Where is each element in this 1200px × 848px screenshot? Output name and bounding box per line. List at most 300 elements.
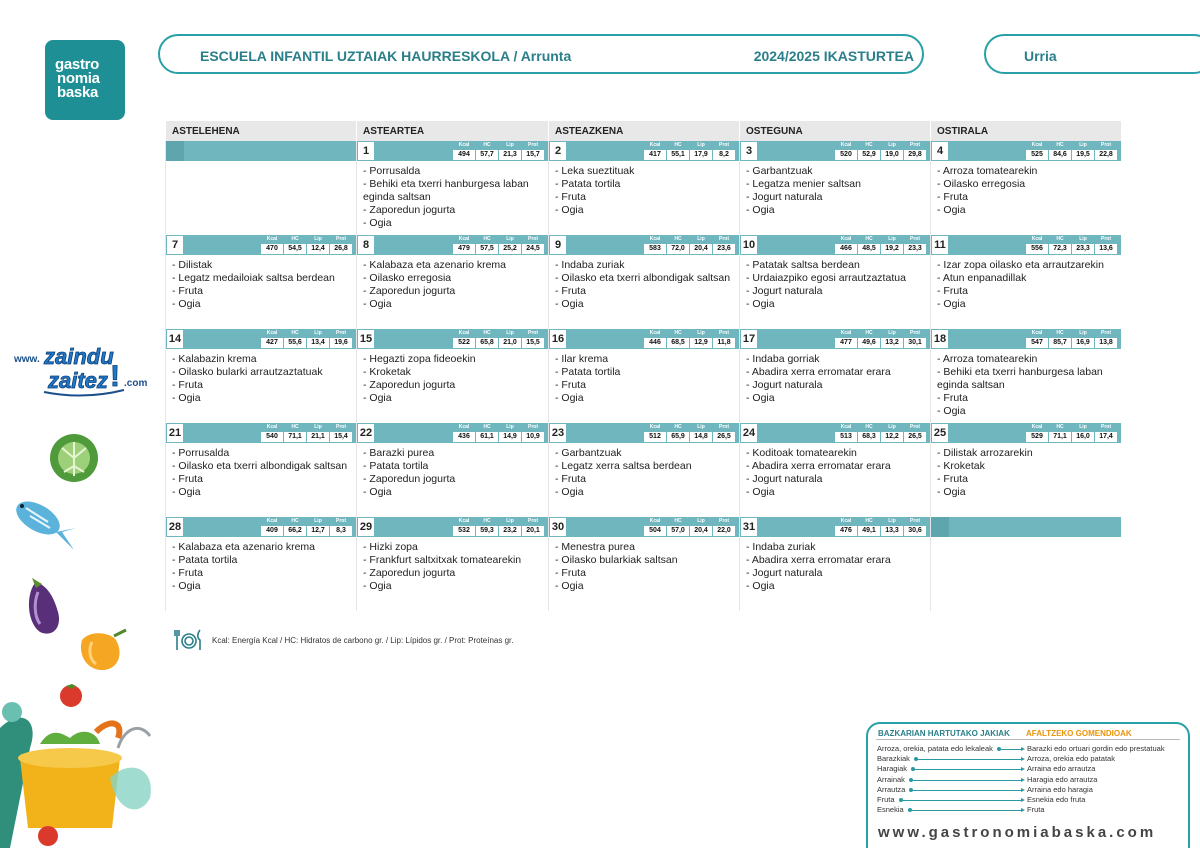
nutrient-label: Prot [910,236,920,242]
menu-item: - Fruta [172,285,203,297]
weekday-wednesday: ASTEAZKENA [548,121,739,141]
day-number: 3 [740,141,758,161]
day-cell-wednesday [548,423,739,517]
nutrient-lip [307,424,329,442]
menu-item: - Ogia [937,486,966,498]
gastronomia-baska-logo [45,40,125,120]
nutrient-prot [1095,330,1117,348]
nutrient-value: 529 [1026,432,1048,442]
nutrient-lip [499,142,521,160]
menu-item: - Porrusalda [172,447,230,459]
day-number: 9 [549,235,567,255]
nutrient-label: Kcal [1031,330,1043,336]
nutrient-label: Kcal [840,236,852,242]
nutrient-prot [522,236,544,254]
nutrient-value: 49,1 [858,526,880,536]
weekday-monday: ASTELEHENA [165,121,356,141]
nutrition-values [835,330,926,348]
nutrient-kcal [835,142,857,160]
nutrient-prot [522,424,544,442]
nutrient-value: 84,6 [1049,150,1071,160]
menu-item: - Menestra purea [555,541,635,553]
nutrient-value: 29,8 [904,150,926,160]
info-row [877,754,1177,764]
nutrient-value: 466 [835,244,857,254]
menu-item: - Patata tortila [555,366,621,378]
nutrient-label: HC [291,330,299,336]
menu-item: - Oilasko eta txerri albondigak saltsan [555,272,731,284]
menu-item: - Fruta [172,473,203,485]
nutrient-label: Prot [719,142,729,148]
website-url[interactable]: www.gastronomiabaska.com [878,824,1157,841]
nutrient-label: Kcal [266,236,278,242]
nutrition-values [1026,236,1117,254]
nutrient-value: 57,0 [667,526,689,536]
nutrient-value: 59,3 [476,526,498,536]
nutrient-value: 23,2 [499,526,521,536]
info-row [877,764,1177,774]
day-number: 8 [357,235,375,255]
nutrient-label: HC [1056,142,1064,148]
nutrient-value: 26,5 [904,432,926,442]
menu-item: - Kalabaza eta azenario krema [363,259,506,271]
nutrient-kcal [644,142,666,160]
nutrient-value: 57,7 [476,150,498,160]
nutrient-label: Lip [1079,236,1087,242]
zaindu-bang: ! [110,360,120,393]
day-cell-wednesday [548,517,739,611]
nutrient-label: Lip [888,518,896,524]
nutrient-value: 446 [644,338,666,348]
nutrient-prot [713,424,735,442]
nutrient-value: 15,5 [522,338,544,348]
nutrient-label: Lip [888,236,896,242]
nutrient-prot [904,330,926,348]
nutrient-label: Lip [506,236,514,242]
menu-item: - Ogia [363,580,392,592]
day-menu [166,255,356,311]
nutrition-values [453,330,544,348]
menu-item: - Patatak saltsa berdean [746,259,860,271]
nutrient-label: HC [865,142,873,148]
day-nutrition-bar [931,329,1121,349]
menu-item: - Oilasko bularki arrautzaztatuak [172,366,323,378]
nutrient-lip [499,424,521,442]
day-cell-friday [930,329,1121,423]
day-nutrition-bar [357,423,548,443]
day-nutrition-bar [931,423,1121,443]
menu-item: - Ogia [746,204,775,216]
nutrient-lip [690,424,712,442]
day-cell-thursday [739,329,930,423]
nutrient-prot [522,330,544,348]
day-nutrition-bar [166,141,356,161]
menu-item: - Ogia [555,580,584,592]
menu-item: - Ogia [555,298,584,310]
day-nutrition-bar [166,423,356,443]
nutrient-value: 13,4 [307,338,329,348]
menu-item: - Abadira xerra erromatar erara [746,554,891,566]
week-row [165,423,1121,517]
nutrient-label: Lip [314,424,322,430]
connector-arrow [999,749,1021,750]
day-number [931,517,949,537]
day-number: 24 [740,423,758,443]
nutrient-label: Prot [910,518,920,524]
menu-item: - Leka sueztituak [555,165,635,177]
weekday-thursday: OSTEGUNA [739,121,930,141]
logo-line-2: nomia [57,70,100,87]
nutrient-kcal [1026,330,1048,348]
nutrient-label: Prot [719,518,729,524]
day-menu [740,349,930,405]
nutrient-label: Lip [1079,424,1087,430]
info-row [877,744,1177,754]
menu-item: - Zaporedun jogurta [363,379,456,391]
nutrient-value: 61,1 [476,432,498,442]
logo-line-3: baska [57,84,99,101]
nutrient-prot [713,330,735,348]
menu-item: - Ogia [555,392,584,404]
menu-item: - Fruta [937,392,968,404]
nutrient-prot [904,424,926,442]
nutrient-label: Kcal [840,518,852,524]
nutrient-value: 72,0 [667,244,689,254]
menu-item: - Ogia [746,298,775,310]
menu-item: - Behiki eta txerri hanburgesa laban eginda saltsan [937,366,1103,391]
menu-item: - Garbantzuak [746,165,813,177]
logo-line-1: gastro [55,56,100,73]
nutrient-value: 13,2 [881,338,903,348]
nutrient-value: 71,1 [1049,432,1071,442]
nutrient-hc [667,330,689,348]
nutrient-label: Prot [1101,236,1111,242]
week-row [165,235,1121,329]
menu-item: - Oilasko eta txerri albondigak saltsan [172,460,348,472]
nutrient-label: Kcal [458,236,470,242]
nutrient-label: Lip [506,142,514,148]
nutrient-lip [1072,142,1094,160]
nutrient-value: 15,4 [330,432,352,442]
nutrient-value: 23,6 [713,244,735,254]
menu-item: - Hizki zopa [363,541,418,553]
day-cell-wednesday [548,141,739,235]
day-number: 22 [357,423,375,443]
day-number [166,141,184,161]
nutrient-label: HC [1056,236,1064,242]
nutrient-kcal [453,518,475,536]
nutrient-value: 26,8 [330,244,352,254]
nutrition-legend [174,628,514,652]
nutrient-hc [667,518,689,536]
weekday-header [165,121,1121,141]
nutrient-lip [307,518,329,536]
menu-item: - Ogia [555,204,584,216]
nutrient-kcal [644,236,666,254]
day-cell-tuesday [356,423,548,517]
nutrient-label: Prot [719,236,729,242]
menu-item: - Izar zopa oilasko eta arrautzarekin [937,259,1104,271]
nutrient-value: 30,6 [904,526,926,536]
menu-item: - Ogia [172,298,201,310]
lunch-foods-title: BAZKARIAN HARTUTAKO JAKIAK [878,729,1010,738]
day-nutrition-bar [740,141,930,161]
nutrient-value: 12,9 [690,338,712,348]
day-nutrition-bar [549,517,739,537]
nutrient-lip [881,424,903,442]
day-cell-friday [930,517,1121,611]
nutrition-values [453,236,544,254]
day-number: 1 [357,141,375,161]
nutrient-kcal [453,236,475,254]
nutrient-value: 525 [1026,150,1048,160]
nutrient-lip [690,518,712,536]
nutrient-value: 8,2 [713,150,735,160]
nutrition-values [835,424,926,442]
day-number: 30 [549,517,567,537]
day-cell-monday [165,329,356,423]
nutrient-value: 52,9 [858,150,880,160]
nutrient-value: 65,8 [476,338,498,348]
nutrient-lip [881,518,903,536]
nutrient-label: Kcal [649,142,661,148]
menu-item: - Fruta [937,285,968,297]
lunch-food: Arrainak [877,774,905,784]
day-menu [357,443,548,499]
nutrient-value: 25,2 [499,244,521,254]
menu-item: - Abadira xerra erromatar erara [746,460,891,472]
nutrient-value: 583 [644,244,666,254]
weekday-friday: OSTIRALA [930,121,1121,141]
dinner-suggestion: Fruta [1027,805,1045,815]
nutrient-value: 520 [835,150,857,160]
nutrient-value: 54,5 [284,244,306,254]
month-banner [984,34,1200,74]
nutrient-value: 68,3 [858,432,880,442]
nutrition-values [644,518,735,536]
nutrient-kcal [1026,424,1048,442]
nutrient-value: 71,1 [284,432,306,442]
day-number: 29 [357,517,375,537]
menu-item: - Indaba zuriak [555,259,625,271]
nutrient-lip [690,142,712,160]
nutrient-label: Prot [910,330,920,336]
day-cell-tuesday [356,329,548,423]
nutrient-lip [881,330,903,348]
day-cell-monday [165,141,356,235]
nutrient-value: 22,0 [713,526,735,536]
day-nutrition-bar [740,235,930,255]
cooking-pot-illustration [0,688,160,848]
nutrition-values [261,330,352,348]
nutrition-values [1026,142,1117,160]
nutrient-hc [858,518,880,536]
nutrient-prot [713,142,735,160]
nutrient-label: Lip [1079,142,1087,148]
nutrient-kcal [261,236,283,254]
day-number: 15 [357,329,375,349]
nutrient-kcal [453,330,475,348]
nutrient-hc [1049,142,1071,160]
day-nutrition-bar [357,517,548,537]
menu-item: - Arroza tomatearekin [937,165,1038,177]
nutrient-value: 11,8 [713,338,735,348]
nutrient-hc [858,330,880,348]
nutrition-values [1026,330,1117,348]
nutrient-hc [667,424,689,442]
day-menu [931,537,1121,541]
info-row [877,805,1177,815]
nutrient-value: 532 [453,526,475,536]
nutrient-hc [476,330,498,348]
nutrient-value: 13,3 [881,526,903,536]
info-row [877,775,1177,785]
nutrient-value: 49,6 [858,338,880,348]
menu-item: - Ogia [172,486,201,498]
connector-arrow [901,800,1021,801]
menu-item: - Jogurt naturala [746,285,823,297]
menu-item: - Garbantzuak [555,447,622,459]
menu-item: - Fruta [555,379,586,391]
day-nutrition-bar [549,141,739,161]
nutrient-lip [881,236,903,254]
nutrient-label: Kcal [840,142,852,148]
nutrient-value: 12,7 [307,526,329,536]
menu-item: - Patata tortila [172,554,238,566]
nutrient-label: Prot [719,330,729,336]
nutrient-value: 55,6 [284,338,306,348]
dinner-suggestion: Esnekia edo fruta [1027,795,1086,804]
menu-item: - Indaba zuriak [746,541,816,553]
nutrient-label: HC [674,330,682,336]
day-nutrition-bar [740,517,930,537]
menu-item: - Oilasko bularkiak saltsan [555,554,678,566]
nutrient-kcal [835,236,857,254]
nutrient-value: 30,1 [904,338,926,348]
nutrient-prot [330,424,352,442]
nutrition-values [261,424,352,442]
menu-item: - Arroza tomatearekin [937,353,1038,365]
day-nutrition-bar [166,517,356,537]
nutrient-lip [690,330,712,348]
nutrient-value: 21,3 [499,150,521,160]
nutrient-hc [284,518,306,536]
nutrient-label: Prot [336,236,346,242]
nutrient-value: 85,7 [1049,338,1071,348]
day-number: 23 [549,423,567,443]
menu-item: - Ogia [746,392,775,404]
nutrient-prot [713,236,735,254]
menu-item: - Zaporedun jogurta [363,285,456,297]
weekday-tuesday: ASTEARTEA [356,121,548,141]
nutrient-label: HC [483,424,491,430]
nutrient-label: Lip [314,330,322,336]
nutrition-values [453,518,544,536]
nutrient-label: Prot [910,142,920,148]
day-nutrition-bar [931,235,1121,255]
menu-item: - Oilasko erregosia [363,272,452,284]
zaindu-suffix: .com [124,378,148,389]
nutrient-label: HC [865,424,873,430]
nutrient-lip [1072,424,1094,442]
nutrient-value: 409 [261,526,283,536]
nutrient-label: Prot [336,330,346,336]
nutrient-label: HC [1056,330,1064,336]
nutrient-lip [499,518,521,536]
day-cell-tuesday [356,517,548,611]
nutrient-prot [904,518,926,536]
menu-item: - Fruta [555,191,586,203]
nutrition-values [644,424,735,442]
menu-item: - Ogia [937,204,966,216]
nutrient-value: 540 [261,432,283,442]
menu-item: - Fruta [937,191,968,203]
day-nutrition-bar [357,141,548,161]
nutrient-value: 556 [1026,244,1048,254]
nutrient-value: 66,2 [284,526,306,536]
nutrient-label: Kcal [266,424,278,430]
nutrient-label: HC [1056,424,1064,430]
day-menu [931,161,1121,217]
nutrition-values [453,424,544,442]
nutrient-value: 16,0 [1072,432,1094,442]
lunch-food: Esnekia [877,805,904,815]
menu-item: - Barazki purea [363,447,435,459]
info-row [877,785,1177,795]
menu-item: - Kalabaza eta azenario krema [172,541,315,553]
nutrient-label: Lip [888,330,896,336]
zaindu-zaitez-logo [14,340,154,400]
menu-item: - Kroketak [937,460,985,472]
nutrient-label: HC [483,142,491,148]
nutrient-value: 19,5 [1072,150,1094,160]
day-nutrition-bar [357,235,548,255]
dinner-recommendations-box [866,722,1190,848]
menu-item: - Ogia [937,298,966,310]
nutrient-value: 12,2 [881,432,903,442]
nutrient-value: 23,3 [1072,244,1094,254]
nutrient-lip [1072,330,1094,348]
nutrient-kcal [835,330,857,348]
nutrient-label: HC [483,236,491,242]
nutrient-label: Lip [697,236,705,242]
menu-item: - Fruta [555,473,586,485]
menu-item: - Jogurt naturala [746,473,823,485]
eggplant-icon [22,572,64,636]
nutrient-hc [858,424,880,442]
nutrient-label: Kcal [458,424,470,430]
day-number: 4 [931,141,949,161]
nutrient-hc [1049,330,1071,348]
nutrient-value: 513 [835,432,857,442]
day-nutrition-bar [166,235,356,255]
nutrient-value: 10,9 [522,432,544,442]
menu-item: - Abadira xerra erromatar erara [746,366,891,378]
nutrient-hc [667,142,689,160]
nutrient-label: Kcal [840,330,852,336]
day-number: 21 [166,423,184,443]
menu-item: - Ogia [363,392,392,404]
nutrient-kcal [1026,142,1048,160]
lunch-food: Barazkiak [877,754,910,764]
menu-item: - Ogia [172,392,201,404]
day-menu [740,255,930,311]
nutrient-value: 55,1 [667,150,689,160]
day-number: 14 [166,329,184,349]
nutrient-label: Kcal [1031,236,1043,242]
cutlery-plate-icon [174,628,204,652]
dinner-suggestion: Haragia edo arrautza [1027,774,1098,784]
